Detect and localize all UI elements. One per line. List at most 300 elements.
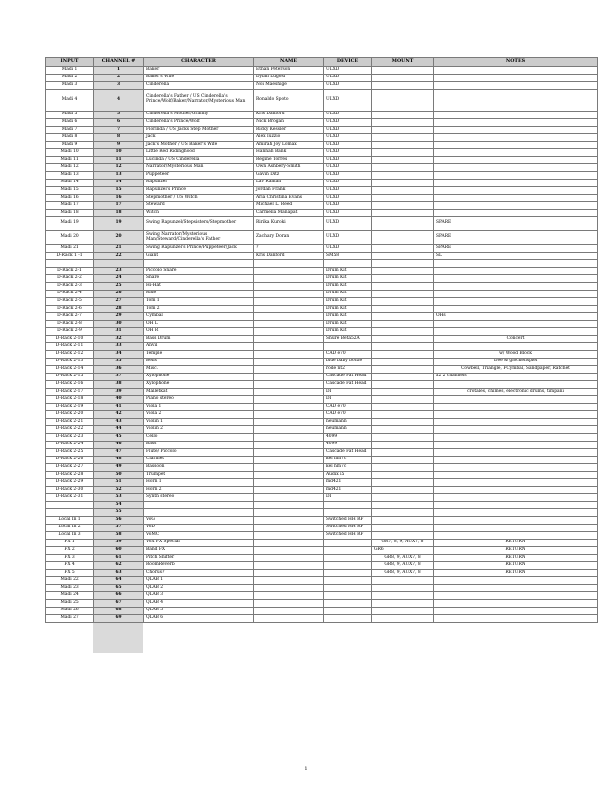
cell-device: ULXD — [324, 194, 372, 202]
cell-character: Jack's Mother / US Baker's Wife — [144, 141, 254, 149]
cell-name — [254, 298, 324, 306]
cell-character: QLAB 1 — [144, 577, 254, 585]
cell-channel: 64 — [94, 577, 144, 585]
cell-notes — [434, 82, 598, 90]
cell-name: Ririka Kuroki — [254, 217, 324, 231]
cell-input: Local In 1 — [46, 516, 94, 524]
cell-device: ULXD — [324, 179, 372, 187]
cell-device: 4099 — [324, 433, 372, 441]
cell-character: Anvil — [144, 343, 254, 351]
table-row — [46, 283, 598, 291]
cell-device: neumann — [324, 426, 372, 434]
table-row — [46, 350, 598, 358]
cell-notes — [434, 411, 598, 419]
cell-channel: 48 — [94, 456, 144, 464]
cell-channel: 65 — [94, 584, 144, 592]
cell-mount — [372, 396, 434, 404]
cell-mount — [372, 426, 434, 434]
cell-device — [324, 615, 372, 623]
table-row — [46, 449, 598, 457]
cell-device: Drum Kit — [324, 298, 372, 306]
cell-mount: GR8, 9, AUX7, 8 — [372, 569, 434, 577]
cell-mount — [372, 411, 434, 419]
table-row — [46, 381, 598, 389]
table-row — [46, 335, 598, 343]
cell-mount: GR8, 9, AUX7, 8 — [372, 562, 434, 570]
cell-character: Lucinda / US Cinderella — [144, 156, 254, 164]
cell-device: DI — [324, 388, 372, 396]
table-body — [46, 67, 598, 623]
cell-character: QLAB 5 — [144, 607, 254, 615]
cell-notes — [434, 479, 598, 487]
cell-device — [324, 562, 372, 570]
cell-character: OH L — [144, 320, 254, 328]
cell-input: Madi 18 — [46, 209, 94, 217]
cell-name — [254, 290, 324, 298]
cell-mount — [372, 217, 434, 231]
cell-notes: SL — [434, 252, 598, 260]
table-row — [46, 509, 598, 517]
cell-mount — [372, 516, 434, 524]
table-row — [46, 82, 598, 90]
cell-input: Madi 24 — [46, 592, 94, 600]
cell-input: Madi 13 — [46, 172, 94, 180]
cell-name — [254, 516, 324, 524]
table-row — [46, 403, 598, 411]
cell-device — [324, 343, 372, 351]
cell-notes — [434, 298, 598, 306]
cell-name: Aria Christina Evans — [254, 194, 324, 202]
table-row — [46, 290, 598, 298]
cell-name — [254, 426, 324, 434]
cell-name: Lav Raman — [254, 179, 324, 187]
cell-name — [254, 486, 324, 494]
cell-channel: 62 — [94, 562, 144, 570]
cell-input: Madi 27 — [46, 615, 94, 623]
cell-character: Cinderella — [144, 82, 254, 90]
cell-input: Madi 25 — [46, 600, 94, 608]
cell-name — [254, 433, 324, 441]
cell-notes — [434, 141, 598, 149]
cell-character: Puppeteer — [144, 172, 254, 180]
cell-device — [324, 607, 372, 615]
cell-mount — [372, 275, 434, 283]
cell-character: VoD — [144, 524, 254, 532]
table-row — [46, 252, 598, 260]
cell-channel: 66 — [94, 592, 144, 600]
cell-notes — [434, 260, 598, 268]
cell-mount — [372, 290, 434, 298]
cell-character: Florinda / US Jacks Step Mother — [144, 126, 254, 134]
cell-input: Madi 6 — [46, 119, 94, 127]
cell-character: Piccolo Snare — [144, 267, 254, 275]
cell-character: Band FX — [144, 547, 254, 555]
cell-channel: 5 — [94, 111, 144, 119]
cell-channel: 53 — [94, 494, 144, 502]
cell-notes — [434, 74, 598, 82]
cell-channel: 2 — [94, 74, 144, 82]
cell-mount — [372, 577, 434, 585]
cell-input: D-Rack 2-11 — [46, 343, 94, 351]
cell-character: Stepmother / US Witch — [144, 194, 254, 202]
table-row — [46, 134, 598, 142]
cell-mount — [372, 209, 434, 217]
cell-device — [324, 584, 372, 592]
cell-device — [324, 547, 372, 555]
cell-input: Madi 15 — [46, 187, 94, 195]
cell-device: ULXD — [324, 74, 372, 82]
cell-name — [254, 366, 324, 374]
cell-name — [254, 532, 324, 540]
cell-channel: 41 — [94, 403, 144, 411]
cell-notes — [434, 615, 598, 623]
cell-input: Madi 7 — [46, 126, 94, 134]
cell-channel — [94, 260, 144, 268]
cell-character: QLAB 6 — [144, 615, 254, 623]
cell-character: Violin 1 — [144, 418, 254, 426]
cell-input: D-Rack 2-22 — [46, 426, 94, 434]
cell-input: D-Rack 2-8 — [46, 320, 94, 328]
cell-name — [254, 328, 324, 336]
cell-name — [254, 509, 324, 517]
cell-input: D-Rack 2-30 — [46, 486, 94, 494]
cell-device: Cascade Fat Head — [324, 449, 372, 457]
cell-mount — [372, 381, 434, 389]
cell-channel: 27 — [94, 298, 144, 306]
channel-column-shading — [93, 623, 143, 653]
cell-channel: 11 — [94, 156, 144, 164]
cell-mount — [372, 464, 434, 472]
table-row — [46, 149, 598, 157]
cell-device: Drum Kit — [324, 267, 372, 275]
cell-input: D-Rack 2-19 — [46, 403, 94, 411]
table-row — [46, 577, 598, 585]
cell-character: QLAB 3 — [144, 592, 254, 600]
cell-notes — [434, 418, 598, 426]
cell-input: Madi 19 — [46, 217, 94, 231]
cell-input: D-Rack 2-28 — [46, 471, 94, 479]
cell-notes — [434, 449, 598, 457]
cell-name: Kris Danford — [254, 252, 324, 260]
cell-input: D-Rack 2-25 — [46, 449, 94, 457]
cell-channel: 16 — [94, 194, 144, 202]
cell-name — [254, 283, 324, 291]
cell-character: Piano stereo — [144, 396, 254, 404]
cell-notes — [434, 494, 598, 502]
cell-mount: GR7, 8, 9, AUX7, 8 — [372, 539, 434, 547]
table-row — [46, 275, 598, 283]
cell-notes: OHs — [434, 313, 598, 321]
cell-mount — [372, 592, 434, 600]
cell-channel: 4 — [94, 89, 144, 111]
cell-notes — [434, 343, 598, 351]
table-row — [46, 217, 598, 231]
cell-mount — [372, 252, 434, 260]
cell-input: D-Rack 2-3 — [46, 283, 94, 291]
cell-character: Ride — [144, 290, 254, 298]
table-row — [46, 209, 598, 217]
table-row — [46, 592, 598, 600]
cell-name — [254, 494, 324, 502]
cell-input: D-Rack 2-31 — [46, 494, 94, 502]
cell-notes — [434, 179, 598, 187]
table-row — [46, 245, 598, 253]
table-row — [46, 67, 598, 75]
cell-name — [254, 396, 324, 404]
cell-channel: 8 — [94, 134, 144, 142]
cell-device: Switched HH RF — [324, 516, 372, 524]
cell-name — [254, 471, 324, 479]
cell-character: Cymbal — [144, 313, 254, 321]
cell-input: D-Rack 2-23 — [46, 433, 94, 441]
cell-notes — [434, 89, 598, 111]
cell-mount — [372, 156, 434, 164]
cell-device: Cascade Fat Head — [324, 381, 372, 389]
cell-device: kel hm7c — [324, 464, 372, 472]
cell-channel: 45 — [94, 433, 144, 441]
cell-channel: 58 — [94, 532, 144, 540]
cell-name — [254, 464, 324, 472]
cell-device — [324, 260, 372, 268]
cell-mount — [372, 335, 434, 343]
table-row — [46, 179, 598, 187]
cell-character: Snare — [144, 275, 254, 283]
cell-notes: RETURN — [434, 554, 598, 562]
cell-input: Madi 2 — [46, 74, 94, 82]
cell-device: ULXD — [324, 111, 372, 119]
cell-notes — [434, 156, 598, 164]
cell-notes — [434, 111, 598, 119]
cell-notes — [434, 275, 598, 283]
cell-mount — [372, 449, 434, 457]
cell-notes — [434, 607, 598, 615]
cell-mount — [372, 164, 434, 172]
cell-character: Violin 2 — [144, 426, 254, 434]
cell-channel: 47 — [94, 449, 144, 457]
cell-name: Regine Torres — [254, 156, 324, 164]
cell-input: D-Rack 2-29 — [46, 479, 94, 487]
cell-device: CAD e70 — [324, 411, 372, 419]
table-row — [46, 320, 598, 328]
header-row — [46, 58, 598, 67]
cell-notes: Concert — [434, 335, 598, 343]
cell-device: md421 — [324, 479, 372, 487]
cell-character: Bass — [144, 441, 254, 449]
cell-channel: 36 — [94, 366, 144, 374]
cell-mount — [372, 607, 434, 615]
cell-notes: x2 2 channels — [434, 373, 598, 381]
cell-mount — [372, 313, 434, 321]
cell-channel: 13 — [94, 172, 144, 180]
cell-channel: 29 — [94, 313, 144, 321]
table-row — [46, 388, 598, 396]
cell-device: SM58 — [324, 252, 372, 260]
cell-device: ULXD — [324, 217, 372, 231]
cell-character: Viola 2 — [144, 411, 254, 419]
cell-device: Drum Kit — [324, 305, 372, 313]
table-row — [46, 418, 598, 426]
cell-mount — [372, 615, 434, 623]
cell-device: CAD e70 — [324, 403, 372, 411]
table-row — [46, 426, 598, 434]
cell-input: D-Rack 2-10 — [46, 335, 94, 343]
cell-mount — [372, 202, 434, 210]
cell-mount — [372, 486, 434, 494]
cell-device: ULXD — [324, 209, 372, 217]
page-number: 1 — [304, 766, 308, 772]
cell-mount — [372, 433, 434, 441]
cell-notes — [434, 600, 598, 608]
cell-input: Madi 17 — [46, 202, 94, 210]
cell-channel: 10 — [94, 149, 144, 157]
cell-device — [324, 554, 372, 562]
cell-channel: 24 — [94, 275, 144, 283]
cell-notes — [434, 134, 598, 142]
cell-input: D-Rack 2-20 — [46, 411, 94, 419]
cell-character: Rapunzel's Prince — [144, 187, 254, 195]
cell-input: D-Rack 2-21 — [46, 418, 94, 426]
cell-device: rode nt2 — [324, 366, 372, 374]
cell-input: Madi 26 — [46, 607, 94, 615]
cell-mount — [372, 267, 434, 275]
cell-notes: Cowbell, Triangle, FCymbal, Sandpaper, Ratchet — [434, 366, 598, 374]
cell-mount — [372, 283, 434, 291]
cell-character: Narrator/Mysterious Man — [144, 164, 254, 172]
cell-mount — [372, 149, 434, 157]
cell-device: CAD e70 — [324, 350, 372, 358]
cell-name — [254, 501, 324, 509]
cell-input: D-Rack 2-14 — [46, 366, 94, 374]
cell-notes: RETURN — [434, 562, 598, 570]
cell-mount — [372, 134, 434, 142]
cell-name — [254, 607, 324, 615]
cell-device: Drum Kit — [324, 290, 372, 298]
cell-device — [324, 509, 372, 517]
cell-input: D-Rack 2-26 — [46, 456, 94, 464]
cell-device: ULXD — [324, 126, 372, 134]
cell-device: Audix i5 — [324, 471, 372, 479]
cell-notes: SPARE — [434, 231, 598, 245]
cell-character: Rapunzel — [144, 179, 254, 187]
cell-name — [254, 418, 324, 426]
cell-notes — [434, 396, 598, 404]
cell-channel: 49 — [94, 464, 144, 472]
cell-character: Trumpet — [144, 471, 254, 479]
cell-input: Madi 1 — [46, 67, 94, 75]
cell-notes — [434, 584, 598, 592]
cell-character: Cinderella's Father / US Cinderella's Prince/Wolf/Baker/Narrator/Mysterious Man — [144, 89, 254, 111]
cell-name — [254, 569, 324, 577]
cell-notes: SPARE — [434, 245, 598, 253]
cell-character: Viola 1 — [144, 403, 254, 411]
cell-name — [254, 388, 324, 396]
cell-notes — [434, 403, 598, 411]
cell-mount — [372, 245, 434, 253]
cell-channel: 15 — [94, 187, 144, 195]
cell-device: ULXD — [324, 245, 372, 253]
cell-name — [254, 615, 324, 623]
cell-name — [254, 592, 324, 600]
cell-input: D-Rack 2-4 — [46, 290, 94, 298]
cell-character: Bells — [144, 358, 254, 366]
cell-device: 4099 — [324, 441, 372, 449]
cell-input: D-Rack 1 -1 — [46, 252, 94, 260]
cell-device: ULXD — [324, 134, 372, 142]
cell-channel: 14 — [94, 179, 144, 187]
header-notes: NOTES — [434, 58, 598, 67]
cell-name: Nick Brogan — [254, 119, 324, 127]
cell-input — [46, 501, 94, 509]
table-row — [46, 187, 598, 195]
cell-mount — [372, 479, 434, 487]
table-row — [46, 89, 598, 111]
table-row — [46, 172, 598, 180]
cell-channel: 51 — [94, 479, 144, 487]
header-channel: CHANNEL # — [94, 58, 144, 67]
cell-input: D-Rack 2-18 — [46, 396, 94, 404]
cell-device: Cascade Fat Head — [324, 373, 372, 381]
cell-notes: crotales, chimes, electronic drums, timpani — [434, 388, 598, 396]
cell-device: neumann — [324, 418, 372, 426]
cell-channel: 22 — [94, 252, 144, 260]
table-row — [46, 607, 598, 615]
cell-input: FX 5 — [46, 569, 94, 577]
cell-name: Own Ashbery-Smith — [254, 164, 324, 172]
table-row — [46, 554, 598, 562]
cell-channel: 9 — [94, 141, 144, 149]
cell-device: ULXD — [324, 172, 372, 180]
cell-mount — [372, 231, 434, 245]
cell-mount — [372, 600, 434, 608]
table-row — [46, 584, 598, 592]
table-row — [46, 119, 598, 127]
cell-device: ULXD — [324, 119, 372, 127]
table-row — [46, 547, 598, 555]
cell-channel: 28 — [94, 305, 144, 313]
cell-character: Hi-Hat — [144, 283, 254, 291]
table-row — [46, 202, 598, 210]
header-name: NAME — [254, 58, 324, 67]
cell-device: Drum Kit — [324, 283, 372, 291]
cell-input: D-Rack 2-24 — [46, 441, 94, 449]
cell-mount: GR8, 9, AUX7, 8 — [372, 554, 434, 562]
cell-character: RoomReverb — [144, 562, 254, 570]
cell-notes — [434, 328, 598, 336]
cell-notes — [434, 501, 598, 509]
cell-notes: RETURN — [434, 547, 598, 555]
cell-notes — [434, 149, 598, 157]
cell-character: Xylophone — [144, 381, 254, 389]
cell-mount — [372, 328, 434, 336]
cell-character: Steward — [144, 202, 254, 210]
cell-notes — [434, 426, 598, 434]
cell-notes: RETURN — [434, 539, 598, 547]
cell-character: Tom 1 — [144, 298, 254, 306]
cell-channel: 12 — [94, 164, 144, 172]
cell-input: FX 4 — [46, 562, 94, 570]
table-row — [46, 74, 598, 82]
cell-device: DI — [324, 494, 372, 502]
cell-channel: 1 — [94, 67, 144, 75]
cell-character: Baker — [144, 67, 254, 75]
cell-character: Horn 1 — [144, 479, 254, 487]
cell-name: Hannah Bank — [254, 149, 324, 157]
cell-mount — [372, 298, 434, 306]
cell-device: ULXD — [324, 164, 372, 172]
cell-device: blue baby bottle — [324, 358, 372, 366]
cell-device — [324, 539, 372, 547]
cell-mount — [372, 82, 434, 90]
